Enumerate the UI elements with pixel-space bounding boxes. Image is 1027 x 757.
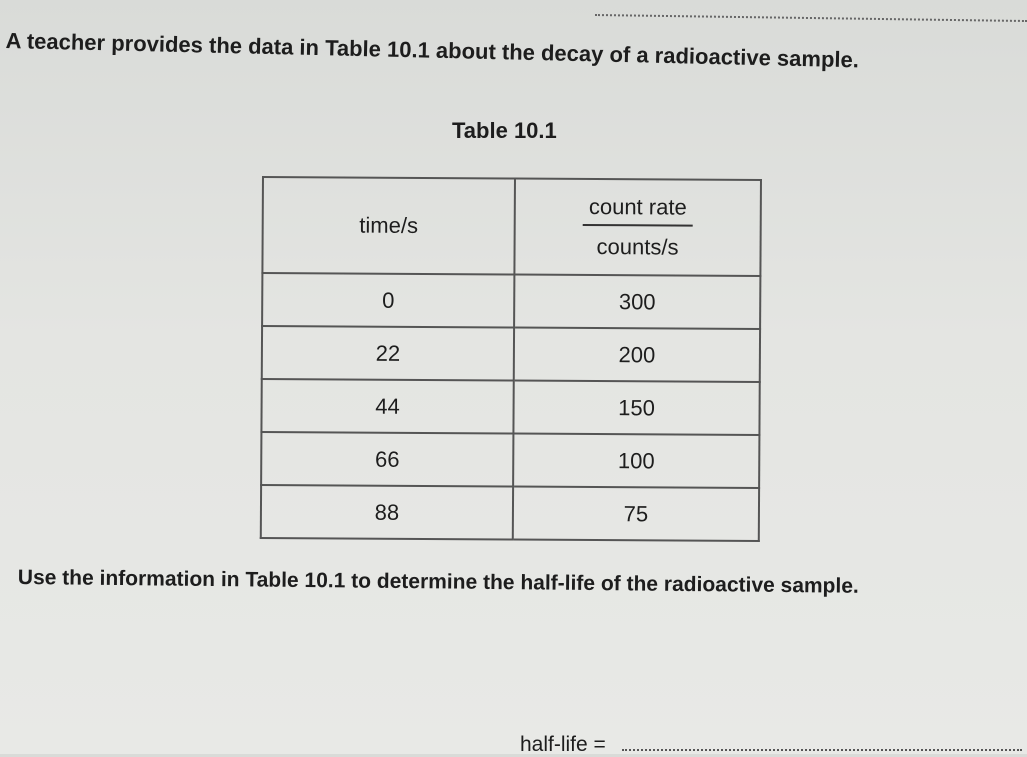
- answer-row: [520, 733, 1022, 757]
- count-rate-cell: 100: [513, 434, 759, 489]
- count-rate-cell: 300: [514, 275, 760, 330]
- count-rate-cell: 75: [513, 487, 759, 542]
- question-text: Use the information in Table 10.1 to determine the half-life of the radioactive sample.: [17, 566, 859, 598]
- table-row: [262, 326, 760, 382]
- time-cell: 0: [262, 273, 514, 328]
- decay-data-table: [260, 176, 762, 542]
- answer-label: half-life =: [520, 733, 606, 756]
- table-title: Table 10.1: [452, 118, 557, 143]
- intro-text: A teacher provides the data in Table 10.1 about the decay of a radioactive sample.: [5, 28, 860, 73]
- time-cell: 22: [262, 326, 514, 381]
- table-row: [261, 432, 759, 488]
- time-cell: 44: [261, 379, 513, 434]
- time-cell: 66: [261, 432, 513, 487]
- answer-line[interactable]: [622, 749, 1022, 751]
- table-header-row: [262, 177, 761, 276]
- header-count-rate: [514, 179, 761, 277]
- count-rate-unit: counts/s: [596, 233, 679, 260]
- count-rate-fraction: [583, 194, 693, 259]
- header-time: time/s: [262, 177, 515, 275]
- count-rate-label: count rate: [583, 194, 693, 226]
- table-row: [261, 379, 759, 435]
- table-row: [261, 485, 759, 541]
- time-cell: 88: [261, 485, 513, 540]
- count-rate-cell: 150: [513, 381, 759, 436]
- table-row: [262, 273, 760, 329]
- count-rate-cell: 200: [514, 328, 760, 383]
- answer-dotted-line-top: [595, 14, 1027, 22]
